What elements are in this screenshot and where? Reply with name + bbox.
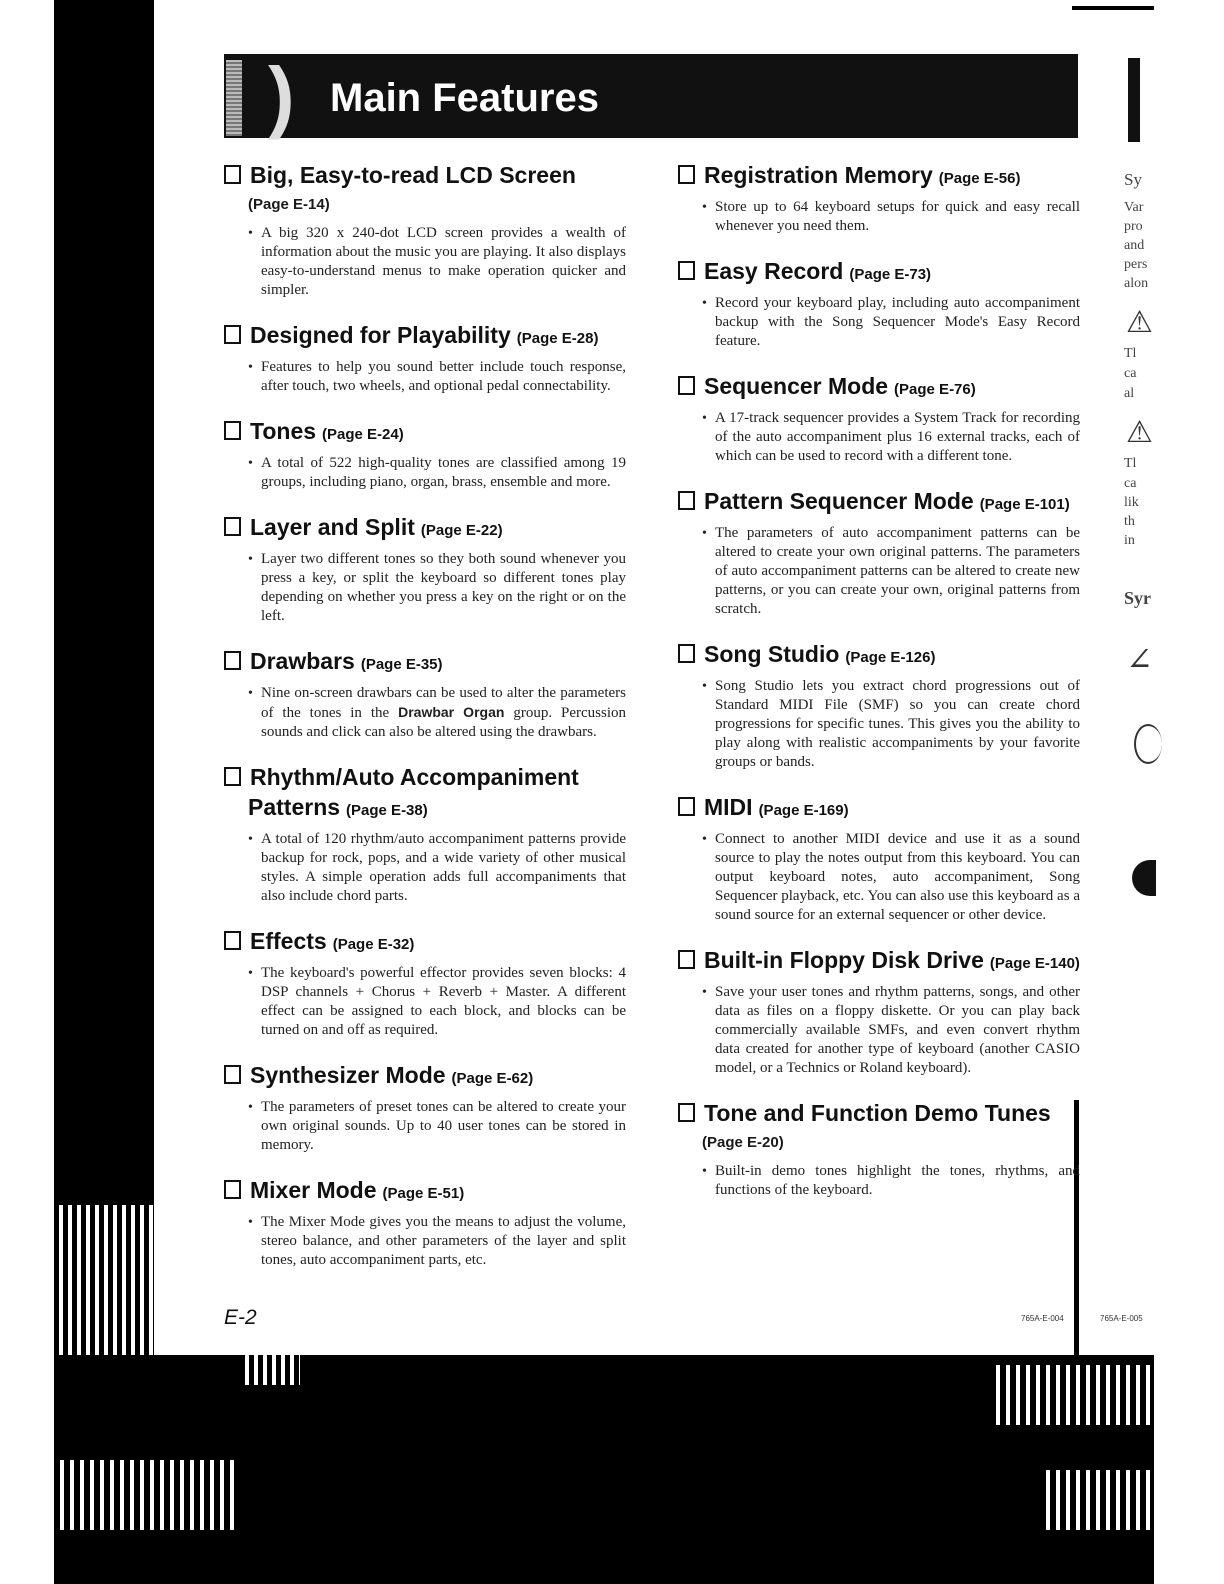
right-column bbox=[678, 160, 1080, 1220]
page-reference: (Page E-73) bbox=[849, 266, 932, 283]
next-page-fragment: Sy bbox=[1124, 170, 1142, 189]
feature-rhythm-patterns bbox=[224, 762, 626, 906]
feature-title: Synthesizer Mode bbox=[250, 1062, 446, 1088]
feature-tones bbox=[224, 416, 626, 492]
feature-title: Mixer Mode bbox=[250, 1177, 377, 1203]
next-page-fragment: in bbox=[1124, 533, 1135, 548]
header-bracket-graphic bbox=[226, 60, 242, 136]
warning-triangle-icon: ∠ bbox=[1126, 641, 1153, 677]
feature-title: Drawbars bbox=[250, 648, 355, 674]
page-title: Main Features bbox=[330, 76, 599, 120]
feature-description: • Layer two different tones so they both sound whenever you press a key, or split the keyboard so different tones play depending on whether you press a key on the right or on the left. bbox=[261, 550, 626, 626]
next-page-document-code: 765A-E-005 bbox=[1100, 1314, 1143, 1323]
next-page-fragment: ca bbox=[1124, 366, 1137, 381]
page-reference: (Page E-28) bbox=[516, 330, 599, 347]
feature-title: Big, Easy-to-read LCD Screen bbox=[250, 162, 576, 188]
feature-description: • Built-in demo tones highlight the tones, rhythms, and functions of the keyboard. bbox=[715, 1162, 1080, 1200]
feature-description: • Features to help you sound better include touch response, after touch, two wheels, and optional pedal connectability. bbox=[261, 358, 626, 396]
page-reference: (Page E-62) bbox=[451, 1070, 534, 1087]
feature-title: Tone and Function Demo Tunes bbox=[704, 1100, 1051, 1126]
feature-description: • Song Studio lets you extract chord progressions out of Standard MIDI File (SMF) so you can create chord progressions for specific tunes. This gives you the ability to play along with realistic accompaniments by your favorite groups or bands. bbox=[715, 677, 1080, 772]
feature-description: • Connect to another MIDI device and use it as a sound source to play the notes output from this keyboard. You can output keyboard notes, auto accompaniment, Song Sequencer playback, etc. You can also use this keyboard as a sound source for an external sequencer or other device. bbox=[715, 830, 1080, 925]
scan-top-mark bbox=[1072, 6, 1154, 10]
next-page-fragment: Var bbox=[1124, 200, 1144, 215]
page-reference: (Page E-32) bbox=[332, 936, 415, 953]
next-page-header-bracket bbox=[1128, 58, 1140, 142]
feature-title: Song Studio bbox=[704, 641, 840, 667]
feature-title-continued: Patterns bbox=[248, 794, 341, 820]
left-column bbox=[224, 160, 626, 1290]
feature-description: • Store up to 64 keyboard setups for quick and easy recall whenever you need them. bbox=[715, 198, 1080, 236]
page-reference: (Page E-169) bbox=[758, 802, 849, 819]
checkbox-square-icon bbox=[224, 325, 241, 344]
feature-song-studio bbox=[678, 639, 1080, 772]
feature-title: Rhythm/Auto Accompaniment bbox=[250, 764, 579, 790]
feature-layer-split bbox=[224, 512, 626, 626]
feature-title: MIDI bbox=[704, 794, 753, 820]
drawbar-organ-term: Drawbar Organ bbox=[398, 704, 505, 720]
feature-description: • A big 320 x 240-dot LCD screen provides a wealth of information about the music you are playing. It also displays easy-to-understand menus to make operation quicker and simpler. bbox=[261, 224, 626, 300]
checkbox-square-icon bbox=[224, 1180, 241, 1199]
next-page-fragment: Tl bbox=[1124, 346, 1137, 361]
feature-description: • The keyboard's powerful effector provides seven blocks: 4 DSP channels + Chorus + Reverb + Master. A different effect can be assigned to each block, and blocks can be turned on and off as required. bbox=[261, 964, 626, 1040]
feature-description bbox=[261, 684, 626, 742]
page-reference: (Page E-22) bbox=[420, 522, 503, 539]
feature-title: Tones bbox=[250, 418, 317, 444]
header-paren-graphic: ) bbox=[268, 51, 295, 140]
feature-sequencer-mode bbox=[678, 371, 1080, 466]
feature-drawbars bbox=[224, 646, 626, 742]
checkbox-square-icon bbox=[224, 931, 241, 950]
page-number: E-2 bbox=[224, 1306, 257, 1329]
warning-triangle-icon: ⚠ bbox=[1126, 306, 1153, 339]
next-page-fragment: alon bbox=[1124, 276, 1149, 291]
page-reference: (Page E-76) bbox=[894, 381, 976, 398]
feature-demo-tunes bbox=[678, 1098, 1080, 1200]
checkbox-square-icon bbox=[224, 651, 241, 670]
scan-binding-edge-bottom bbox=[240, 1355, 300, 1385]
warning-triangle-icon: ⚠ bbox=[1126, 416, 1153, 449]
feature-title: Registration Memory bbox=[704, 162, 933, 188]
feature-description: • A total of 522 high-quality tones are classified among 19 groups, including piano, organ, brass, ensemble and more. bbox=[261, 454, 626, 492]
feature-effects bbox=[224, 926, 626, 1040]
feature-description: • Save your user tones and rhythm patterns, songs, and other data as files on a floppy diskette. Or you can play back commercially available SMFs, and even convert rhythm data created for another type of keyboard (another CASIO model, or a Technics or Roland keyboard). bbox=[715, 983, 1080, 1078]
page-reference: (Page E-24) bbox=[322, 426, 404, 443]
page-reference: (Page E-35) bbox=[360, 656, 443, 673]
feature-lcd-screen bbox=[224, 160, 626, 300]
document-code: 765A-E-004 bbox=[1021, 1314, 1064, 1323]
feature-midi bbox=[678, 792, 1080, 925]
checkbox-square-icon bbox=[678, 491, 695, 510]
page-reference: (Page E-126) bbox=[845, 649, 936, 666]
page-reference: (Page E-14) bbox=[248, 196, 330, 213]
feature-title: Sequencer Mode bbox=[704, 373, 889, 399]
feature-synthesizer-mode bbox=[224, 1060, 626, 1155]
scan-binding-edge-lower bbox=[54, 1460, 238, 1530]
feature-title: Pattern Sequencer Mode bbox=[704, 488, 974, 514]
next-page-fragment: Tl bbox=[1124, 456, 1137, 471]
feature-description: • The Mixer Mode gives you the means to adjust the volume, stereo balance, and other parameters of the layer and split tones, auto accompaniment parts, etc. bbox=[261, 1213, 626, 1270]
page-reference: (Page E-56) bbox=[938, 170, 1021, 187]
feature-mixer-mode bbox=[224, 1175, 626, 1270]
scan-binding-edge-right-lower bbox=[1040, 1470, 1152, 1530]
checkbox-square-icon bbox=[678, 950, 695, 969]
feature-playability bbox=[224, 320, 626, 396]
feature-description: • The parameters of preset tones can be altered to create your own original sounds. Up to 40 user tones can be stored in memory. bbox=[261, 1098, 626, 1155]
next-page-heading-fragment: Syr bbox=[1124, 588, 1151, 608]
checkbox-square-icon bbox=[678, 644, 695, 663]
feature-floppy-disk bbox=[678, 945, 1080, 1078]
checkbox-square-icon bbox=[678, 261, 695, 280]
feature-registration-memory bbox=[678, 160, 1080, 236]
description-text: Nine on-screen drawbars can be used to alter the parameters of the tones in the bbox=[261, 685, 626, 721]
checkbox-square-icon bbox=[678, 797, 695, 816]
next-page-fragment: th bbox=[1124, 514, 1135, 529]
feature-pattern-sequencer bbox=[678, 486, 1080, 619]
next-page-fragment: lik bbox=[1124, 495, 1139, 510]
feature-title: Easy Record bbox=[704, 258, 844, 284]
next-page-fragment: pro bbox=[1124, 219, 1143, 234]
feature-title: Layer and Split bbox=[250, 514, 415, 540]
checkbox-square-icon bbox=[224, 1065, 241, 1084]
page-reference: (Page E-140) bbox=[989, 955, 1080, 972]
page-reference: (Page E-51) bbox=[382, 1185, 465, 1202]
checkbox-square-icon bbox=[678, 376, 695, 395]
page-reference: (Page E-38) bbox=[346, 802, 428, 819]
feature-description: • The parameters of auto accompaniment patterns can be altered to create your own original patterns. The parameters of auto accompaniment patterns can be altered to create new patterns, or you can create your own, original patterns from scratch. bbox=[715, 524, 1080, 619]
next-page-fragment: ca bbox=[1124, 476, 1137, 491]
feature-title: Effects bbox=[250, 928, 327, 954]
checkbox-square-icon bbox=[224, 517, 241, 536]
feature-description: • A total of 120 rhythm/auto accompaniment patterns provide backup for rock, pops, and a wide variety of other musical styles. A simple operation adds full accompaniments that also include chord parts. bbox=[261, 830, 626, 906]
next-page-fragment: and bbox=[1124, 238, 1145, 253]
feature-title: Built-in Floppy Disk Drive bbox=[704, 947, 984, 973]
next-page-fragment: pers bbox=[1124, 257, 1148, 272]
description-text: group. Percussion sounds and click can also be altered using the drawbars. bbox=[261, 705, 626, 740]
checkbox-square-icon bbox=[224, 165, 241, 184]
checkbox-square-icon bbox=[678, 165, 695, 184]
page-reference: (Page E-20) bbox=[702, 1134, 784, 1151]
checkbox-square-icon bbox=[224, 767, 241, 786]
feature-description: • Record your keyboard play, including auto accompaniment backup with the Song Sequencer Mode's Easy Record feature. bbox=[715, 294, 1080, 351]
clock-icon bbox=[1134, 724, 1162, 764]
checkbox-square-icon bbox=[678, 1103, 695, 1122]
next-page-fragment: al bbox=[1124, 386, 1135, 401]
feature-title: Designed for Playability bbox=[250, 322, 511, 348]
feature-description: • A 17-track sequencer provides a System Track for recording of the auto accompaniment plus 16 external tracks, each of which can be used to record with a different tone. bbox=[715, 409, 1080, 466]
scan-binding-edge-right bbox=[990, 1365, 1150, 1425]
checkbox-square-icon bbox=[224, 421, 241, 440]
feature-easy-record bbox=[678, 256, 1080, 351]
page-reference: (Page E-101) bbox=[979, 496, 1070, 513]
